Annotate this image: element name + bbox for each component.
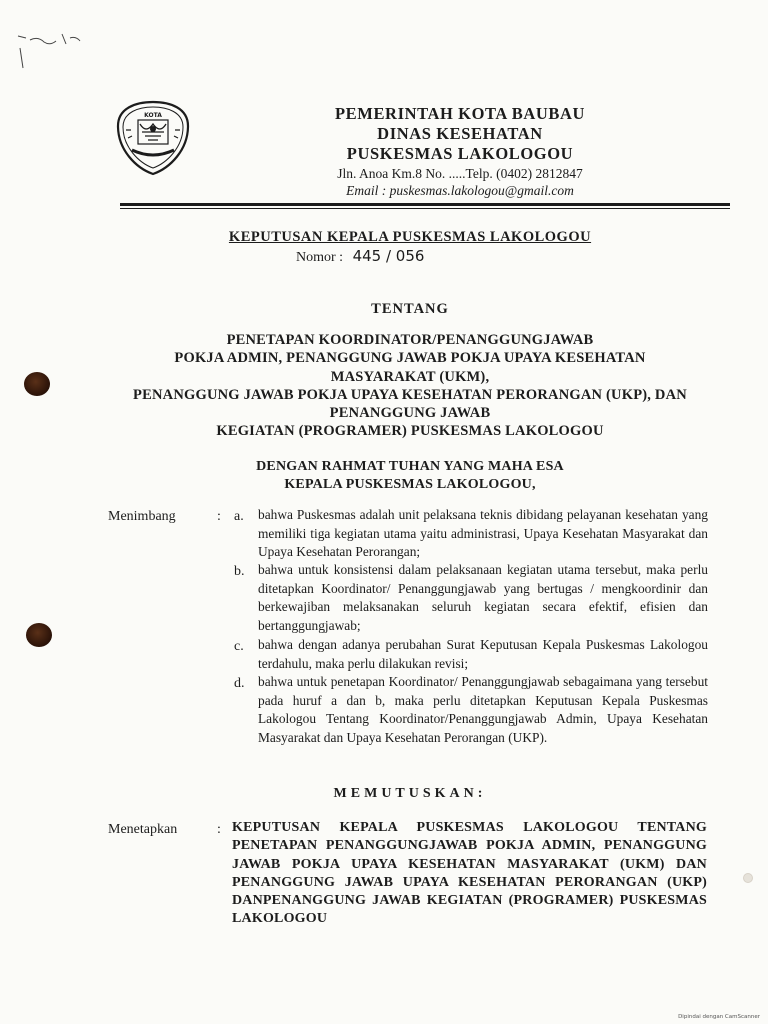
item-letter: a. — [234, 509, 244, 524]
menetapkan-text: KEPUTUSAN KEPALA PUSKESMAS LAKOLOGOU TENTANG PENETAPAN PENANGGUNGJAWAB POKJA ADMIN, PENANGGUNG JAWAB POKJA UPAYA KESEHATAN MASYARAKAT (UKM) DAN PENANGGUNG JAWAB UPAYA KESEHATAN PERORANGAN (UKP) DANPENANGGUNG JAWAB KEGIATAN (PROGRAMER) PUSKESMAS LAKOLOGOU — [232, 820, 707, 927]
subject-line: POKJA ADMIN, PENANGGUNG JAWAB POKJA UPAYA KESEHATAN — [174, 350, 646, 367]
paper-mark — [743, 873, 753, 883]
item-letter: b. — [234, 564, 245, 579]
puskesmas-name: PUSKESMAS LAKOLOGOU — [346, 144, 574, 163]
subject-line: KEGIATAN (PROGRAMER) PUSKESMAS LAKOLOGOU — [216, 423, 604, 440]
letterhead — [250, 104, 670, 199]
margin-scribble — [14, 30, 94, 70]
memutuskan-heading: MEMUTUSKAN: — [333, 786, 487, 801]
subject-line: PENANGGUNG JAWAB POKJA UPAYA KESEHATAN PERORANGAN (UKP), DAN — [133, 386, 687, 403]
logo-text: KOTA — [144, 112, 162, 119]
nomor-value: 445 / 056 — [352, 247, 425, 265]
item-letter: d. — [234, 676, 245, 691]
nomor-label: Nomor : — [296, 250, 344, 265]
email-line: Email : puskesmas.lakologou@gmail.com — [346, 183, 574, 198]
invocation-line: DENGAN RAHMAT TUHAN YANG MAHA ESA — [256, 459, 564, 474]
subject-line: PENETAPAN KOORDINATOR/PENANGGUNGJAWAB — [226, 332, 594, 348]
address-line: Jln. Anoa Km.8 No. .....Telp. (0402) 2812847 — [337, 166, 583, 181]
consideration-item: bahwa dengan adanya perubahan Surat Keputusan Kepala Puskesmas Lakologou terdahulu, maka perlu dilakukan revisi; — [258, 637, 708, 671]
consideration-item: bahwa untuk penetapan Koordinator/ Penanggungjawab sebagaimana yang tersebut pada huruf a dan b, maka perlu ditetapkan Keputusan Kepala Puskesmas Lakologou Tentang Koordinator/Penanggungjawab Admin, Upaya Kesehatan Masyarakat dan Upaya Kesehatan Perorangan (UKP). — [258, 674, 708, 745]
subject-line: PENANGGUNG JAWAB — [329, 405, 491, 422]
punch-hole — [26, 623, 52, 647]
decision-title: KEPUTUSAN KEPALA PUSKESMAS LAKOLOGOU — [228, 229, 592, 245]
invocation-line: KEPALA PUSKESMAS LAKOLOGOU, — [284, 477, 536, 492]
decision-subject — [80, 331, 740, 441]
city-logo — [112, 98, 194, 178]
subject-line: MASYARAKAT (UKM), — [330, 368, 490, 385]
invocation — [80, 458, 740, 494]
consideration-item: bahwa untuk konsistensi dalam pelaksanaan kegiatan utama tersebut, maka perlu ditetapkan Koordinator/ Penanggungjawab yang bertugas / mengkoordinir dan berkewajiban melaksanakan seluruh kegiatan secara efektif, efisien dan bertanggungjawab; — [258, 562, 708, 633]
punch-hole — [24, 372, 50, 396]
scanner-watermark: Dipindai dengan CamScanner — [678, 1014, 760, 1020]
header-rule-thin — [120, 208, 730, 209]
decision-number — [296, 247, 424, 266]
menetapkan-colon: : — [217, 822, 221, 837]
tentang-heading: TENTANG — [371, 301, 449, 317]
menetapkan-label: Menetapkan — [108, 822, 178, 837]
item-letter: c. — [234, 639, 244, 654]
government-name: PEMERINTAH KOTA BAUBAU — [334, 104, 586, 123]
office-name: DINAS KESEHATAN — [377, 124, 543, 143]
header-rule-thick — [120, 203, 730, 206]
consideration-item: bahwa Puskesmas adalah unit pelaksana teknis dibidang pelayanan kesehatan yang memiliki tiga kegiatan utama yaitu administrasi, Upaya Kesehatan Masyarakat dan Upaya Kesehatan Perorangan; — [258, 507, 708, 560]
menimbang-colon: : — [217, 509, 221, 524]
menimbang-label: Menimbang — [108, 509, 176, 524]
